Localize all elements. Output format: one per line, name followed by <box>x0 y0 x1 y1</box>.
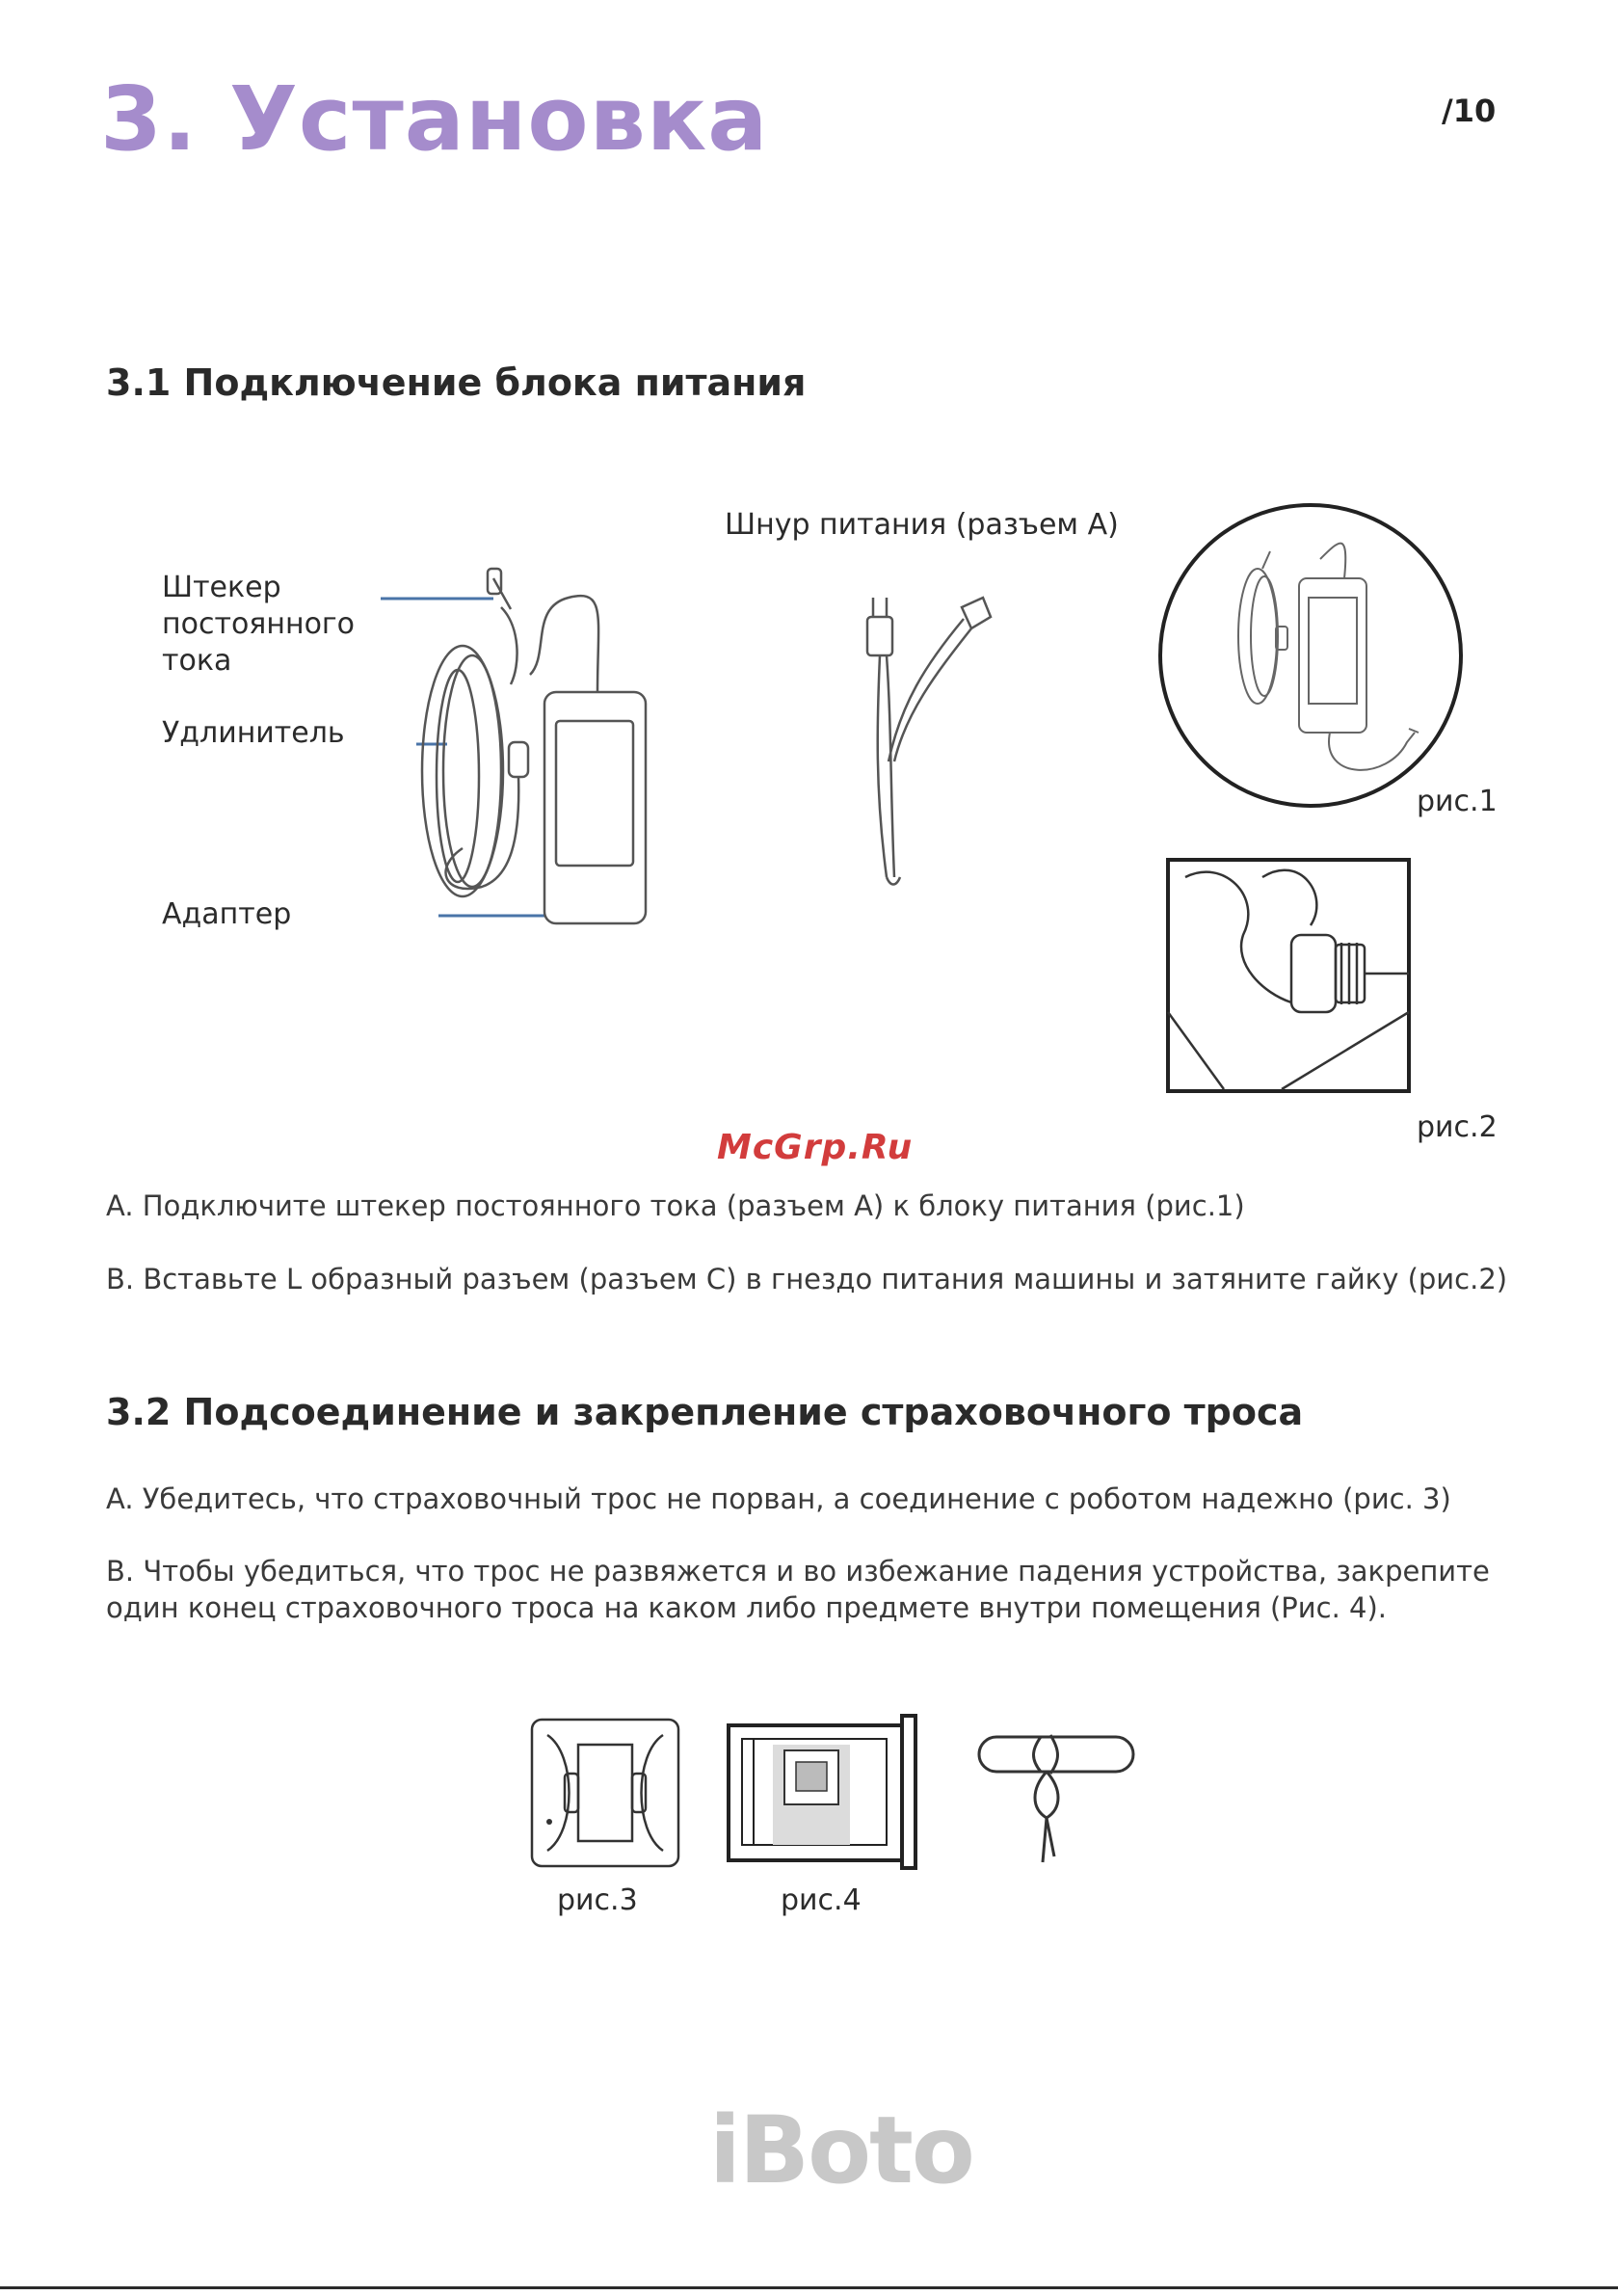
plug-head <box>867 617 892 655</box>
caption-fig1: рис.1 <box>1417 785 1498 818</box>
label-dc-plug-line3: тока <box>162 644 232 678</box>
label-adapter: Адаптер <box>162 897 292 931</box>
label-dc-plug-line2: постоянного <box>162 607 356 641</box>
step-a-power: A. Подключите штекер постоянного тока (разъем А) к блоку питания (рис.1) <box>106 1189 1245 1222</box>
section-heading-power: 3.1 Подключение блока питания <box>106 361 807 404</box>
page-title: 3. Установка <box>100 67 769 171</box>
bottom-divider <box>0 2286 1618 2289</box>
label-extension: Удлинитель <box>162 716 345 750</box>
page-number: /10 <box>1442 93 1497 129</box>
connector-a <box>962 598 991 628</box>
rope-knot-illustration <box>973 1731 1137 1866</box>
step-a-rope: A. Убедитесь, что страховочный трос не порван, а соединение с роботом надежно (рис. 3) <box>106 1482 1451 1515</box>
fig3-robot-illustration <box>528 1716 682 1870</box>
label-power-cord: Шнур питания (разъем А) <box>725 508 1119 542</box>
step-b-power: B. Вставьте L образный разъем (разъем С) в гнездо питания машины и затяните гайку (рис.2) <box>106 1263 1508 1295</box>
step-b-rope-line2: один конец страховочного троса на каком либо предмете внутри помещения (Рис. 4). <box>106 1591 1388 1624</box>
label-dc-plug-line1: Штекер <box>162 571 281 604</box>
power-cord-illustration <box>848 569 1002 896</box>
caption-fig2: рис.2 <box>1417 1110 1498 1144</box>
label-dc-plug <box>162 570 355 680</box>
watermark: McGrp.Ru <box>717 1128 914 1167</box>
caption-fig4: рис.4 <box>781 1883 862 1917</box>
step-b-rope-line1: B. Чтобы убедиться, что трос не развяжется и во избежание падения устройства, закрепите <box>106 1555 1490 1588</box>
fig1-illustration <box>1156 501 1465 810</box>
caption-fig3: рис.3 <box>557 1883 638 1917</box>
fig2-illustration <box>1166 858 1411 1093</box>
fig4-window-illustration <box>725 1712 923 1872</box>
brand-logo: iBoto <box>709 2096 973 2204</box>
adapter-drawing <box>422 569 646 923</box>
power-adapter-illustration <box>366 559 675 945</box>
section-heading-safety-rope: 3.2 Подсоединение и закрепление страховочного троса <box>106 1391 1304 1433</box>
